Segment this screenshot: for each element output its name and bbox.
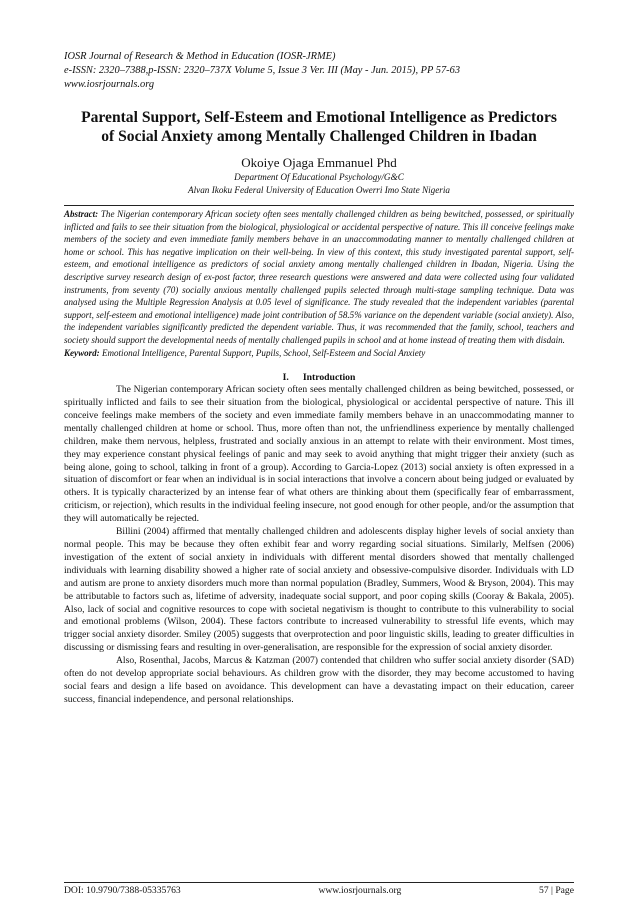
journal-issn: e-ISSN: 2320–7388,p-ISSN: 2320–737X Volume 5, Issue 3 Ver. III (May - Jun. 2015), PP 57-63 <box>64 65 461 76</box>
footer-doi: DOI: 10.9790/7388-05335763 <box>64 885 181 896</box>
page-footer <box>64 882 574 897</box>
paragraph: Billini (2004) affirmed that mentally challenged children and adolescents display higher levels of social anxiety than normal people. This may be because they often exhibit fear and worry regarding social situations. Similarly, Melfsen (2006) investigation of the extent of social anxiety in individuals with different mental disorders showed that mentally challenged individuals with learning disability showed a higher rate of social anxiety and obsessive-compulsive disorder. Individuals with LD and autism are prone to anxiety disorders much more than normal population (Bradley, Summers, Wood & Bryson, 2004). This may be attributable to factors such as, lifetime of adversity, inadequate social support, and poor coping skills (Cooray & Bakala, 2005). Also, lack of social and cognitive resources to cope with societal negativism is thought to contribute to this vulnerability to social and emotional problems (Wilson, 2004). These factors contribute to increased vulnerability to stressful life events, which may trigger social anxiety disorder. Smiley (2005) suggests that overprotection and poor linguistic skills, leading to greater difficulties in discussing or dismissing fears and resulting in over-generalisation, are responsible for the expression of social anxiety disorder. <box>64 526 574 654</box>
keywords <box>64 347 574 360</box>
section-title: Introduction <box>302 372 356 384</box>
journal-name: IOSR Journal of Research & Method in Education (IOSR-JRME) <box>64 51 336 62</box>
keyword-label: Keyword: <box>64 347 100 358</box>
author-name: Okoiye Ojaga Emmanuel Phd <box>241 155 397 170</box>
footer-url: www.iosrjournals.org <box>318 885 402 896</box>
abstract-text: The Nigerian contemporary African society often sees mentally challenged children as being bewitched, possessed, or spiritually inflicted and fails to see their situation from the biological, physiological or accidental perspective of nature. This ill conceive feelings make members of the society and even immediate family members behave in an unaccommodating manner to mentally challenged children at home or school. This has negative implication on their well-being. In view of this context, this study investigated parental support, self-esteem, and emotional intelligence as predictors of social anxiety among mentally challenged children in Ibadan, Nigeria. Using the descriptive survey research design of ex-post factor, three research questions were answered and data were collected using four validated instruments, from seventy (70) socially anxious mentally challenged pupils selected through multi-stage sampling technique. Data was analysed using the Multiple Regression Analysis at 0.05 level of significance. The study revealed that the independent variables (parental support, self-esteem and emotional intelligence) made joint contribution of 58.5% variance on the dependent variable (social anxiety). Also, the independent variables significantly predicted the dependent variable. Thus, it was recommended that the family, school, teachers and society should support the developmental needs of mentally challenged pupils in school and at home instead of treating them with disdain. <box>64 209 574 345</box>
section-number: I. <box>282 372 289 384</box>
abstract <box>64 208 574 347</box>
author-institution: Alvan Ikoku Federal University of Education Owerri Imo State Nigeria <box>187 185 451 195</box>
abstract-label: Abstract: <box>64 209 99 219</box>
paper-title: Parental Support, Self-Esteem and Emotional Intelligence as Predictors of Social Anxiety among Mentally Challenged Children in Ibadan <box>81 109 557 145</box>
section-heading <box>64 371 574 384</box>
keyword-text: Emotional Intelligence, Parental Support, Pupils, School, Self-Esteem and Social Anxiety <box>101 347 426 358</box>
abstract-divider <box>64 205 574 206</box>
footer-page-number: 57 | Page <box>539 885 574 896</box>
paragraph: Also, Rosenthal, Jacobs, Marcus & Katzman (2007) contended that children who suffer social anxiety disorder (SAD) often do not develop appropriate social behaviours. As children grow with the disorder, they may become accustomed to having social fears and design a life based on avoidance. This development can have a devastating impact on their education, career success, financial independence, and personal relationships. <box>64 655 574 705</box>
author-department: Department Of Educational Psychology/G&C <box>234 172 404 182</box>
paragraph: The Nigerian contemporary African society often sees mentally challenged children as being bewitched, possessed, or spiritually inflicted and fails to see their situation from the biological, physiological or accidental perspective of nature. This ill conceive feelings make members of the society and even immediate family members behave in an unaccommodating manner to mentally challenged children at home or school. Thus, more often than not, the unfriendliness experience by mentally challenged children, make them nervous, helpless, frustrated and socially anxious in an attempt to relate with their environment. Most times, they may experience constant physical feelings of panic and may seek to avoid anything that might trigger their anxiety (such as being alone, going to school, talking in front of a group). According to Garcia-Lopez (2013) social anxiety is often expressed in a situation of discomfort or fear when an individual is in social interactions that involve a concern about being judged or evaluated by others. It is typically characterized by an intense fear of what others are thinking about them (specifically fear of embarrassment, criticism, or rejection), which results in the individual feeling insecure, not good enough for other people, and/or the assumption that they will automatically be rejected. <box>64 384 574 525</box>
body-text <box>64 384 574 707</box>
journal-header <box>64 50 574 92</box>
journal-url: www.iosrjournals.org <box>64 79 155 90</box>
